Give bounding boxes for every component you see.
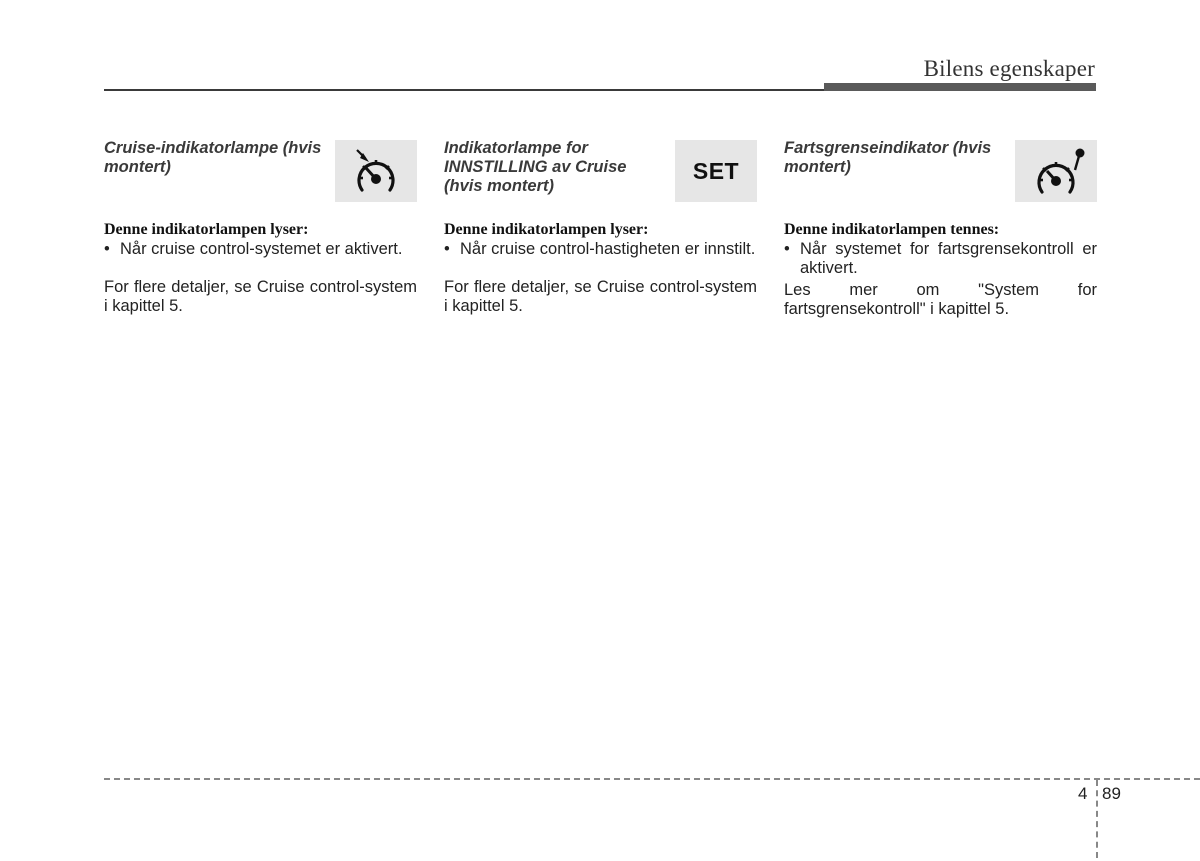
section-heading: Cruise-indikatorlampe (hvis montert) [104, 139, 322, 176]
section-heading: Fartsgrenseindikator (hvis montert) [784, 139, 992, 176]
set-indicator-icon [675, 140, 757, 202]
section-heading: Indikatorlampe for INNSTILLING av Cruise (hvis montert) [444, 139, 627, 195]
bullet-item [444, 240, 757, 259]
indicator-section-cruise [104, 138, 417, 316]
indicator-section-set [444, 138, 757, 316]
section-head [784, 138, 1097, 202]
bullet-item [784, 240, 1097, 278]
footer-rule [104, 778, 1200, 780]
lead-text: Denne indikatorlampen tennes: [784, 221, 1000, 238]
section-head [104, 138, 417, 202]
set-label: SET [692, 157, 740, 184]
indicator-section-speed-limit [784, 138, 1097, 319]
bullet-text: Når systemet for fartsgrensekontroll er aktivert. [800, 240, 1097, 277]
bullet-item [104, 240, 417, 259]
lead-text: Denne indikatorlampen lyser: [444, 221, 649, 238]
speed-limit-indicator-icon [1015, 140, 1097, 202]
chapter-number: 4 [1078, 784, 1088, 803]
bullet-icon: • [104, 240, 110, 258]
bullet-icon: • [784, 240, 790, 258]
bullet-icon: • [444, 240, 450, 258]
section-head [444, 138, 757, 202]
section-title: Bilens egenskaper [923, 56, 1095, 81]
reference-note: Les mer om "System for fartsgrensekontroll" i kapittel 5. [784, 281, 1097, 318]
cruise-indicator-icon [335, 140, 417, 202]
header-rule-accent [824, 83, 1096, 91]
bullet-text: Når cruise control-hastigheten er innstilt. [460, 240, 756, 258]
header-rule [104, 89, 824, 91]
reference-note: For flere detaljer, se Cruise control-system i kapittel 5. [104, 278, 417, 315]
bullet-text: Når cruise control-systemet er aktivert. [120, 240, 403, 258]
lead-text: Denne indikatorlampen lyser: [104, 221, 309, 238]
footer-divider [1096, 780, 1098, 858]
reference-note: For flere detaljer, se Cruise control-system i kapittel 5. [444, 278, 757, 315]
page-number: 89 [1102, 784, 1121, 803]
